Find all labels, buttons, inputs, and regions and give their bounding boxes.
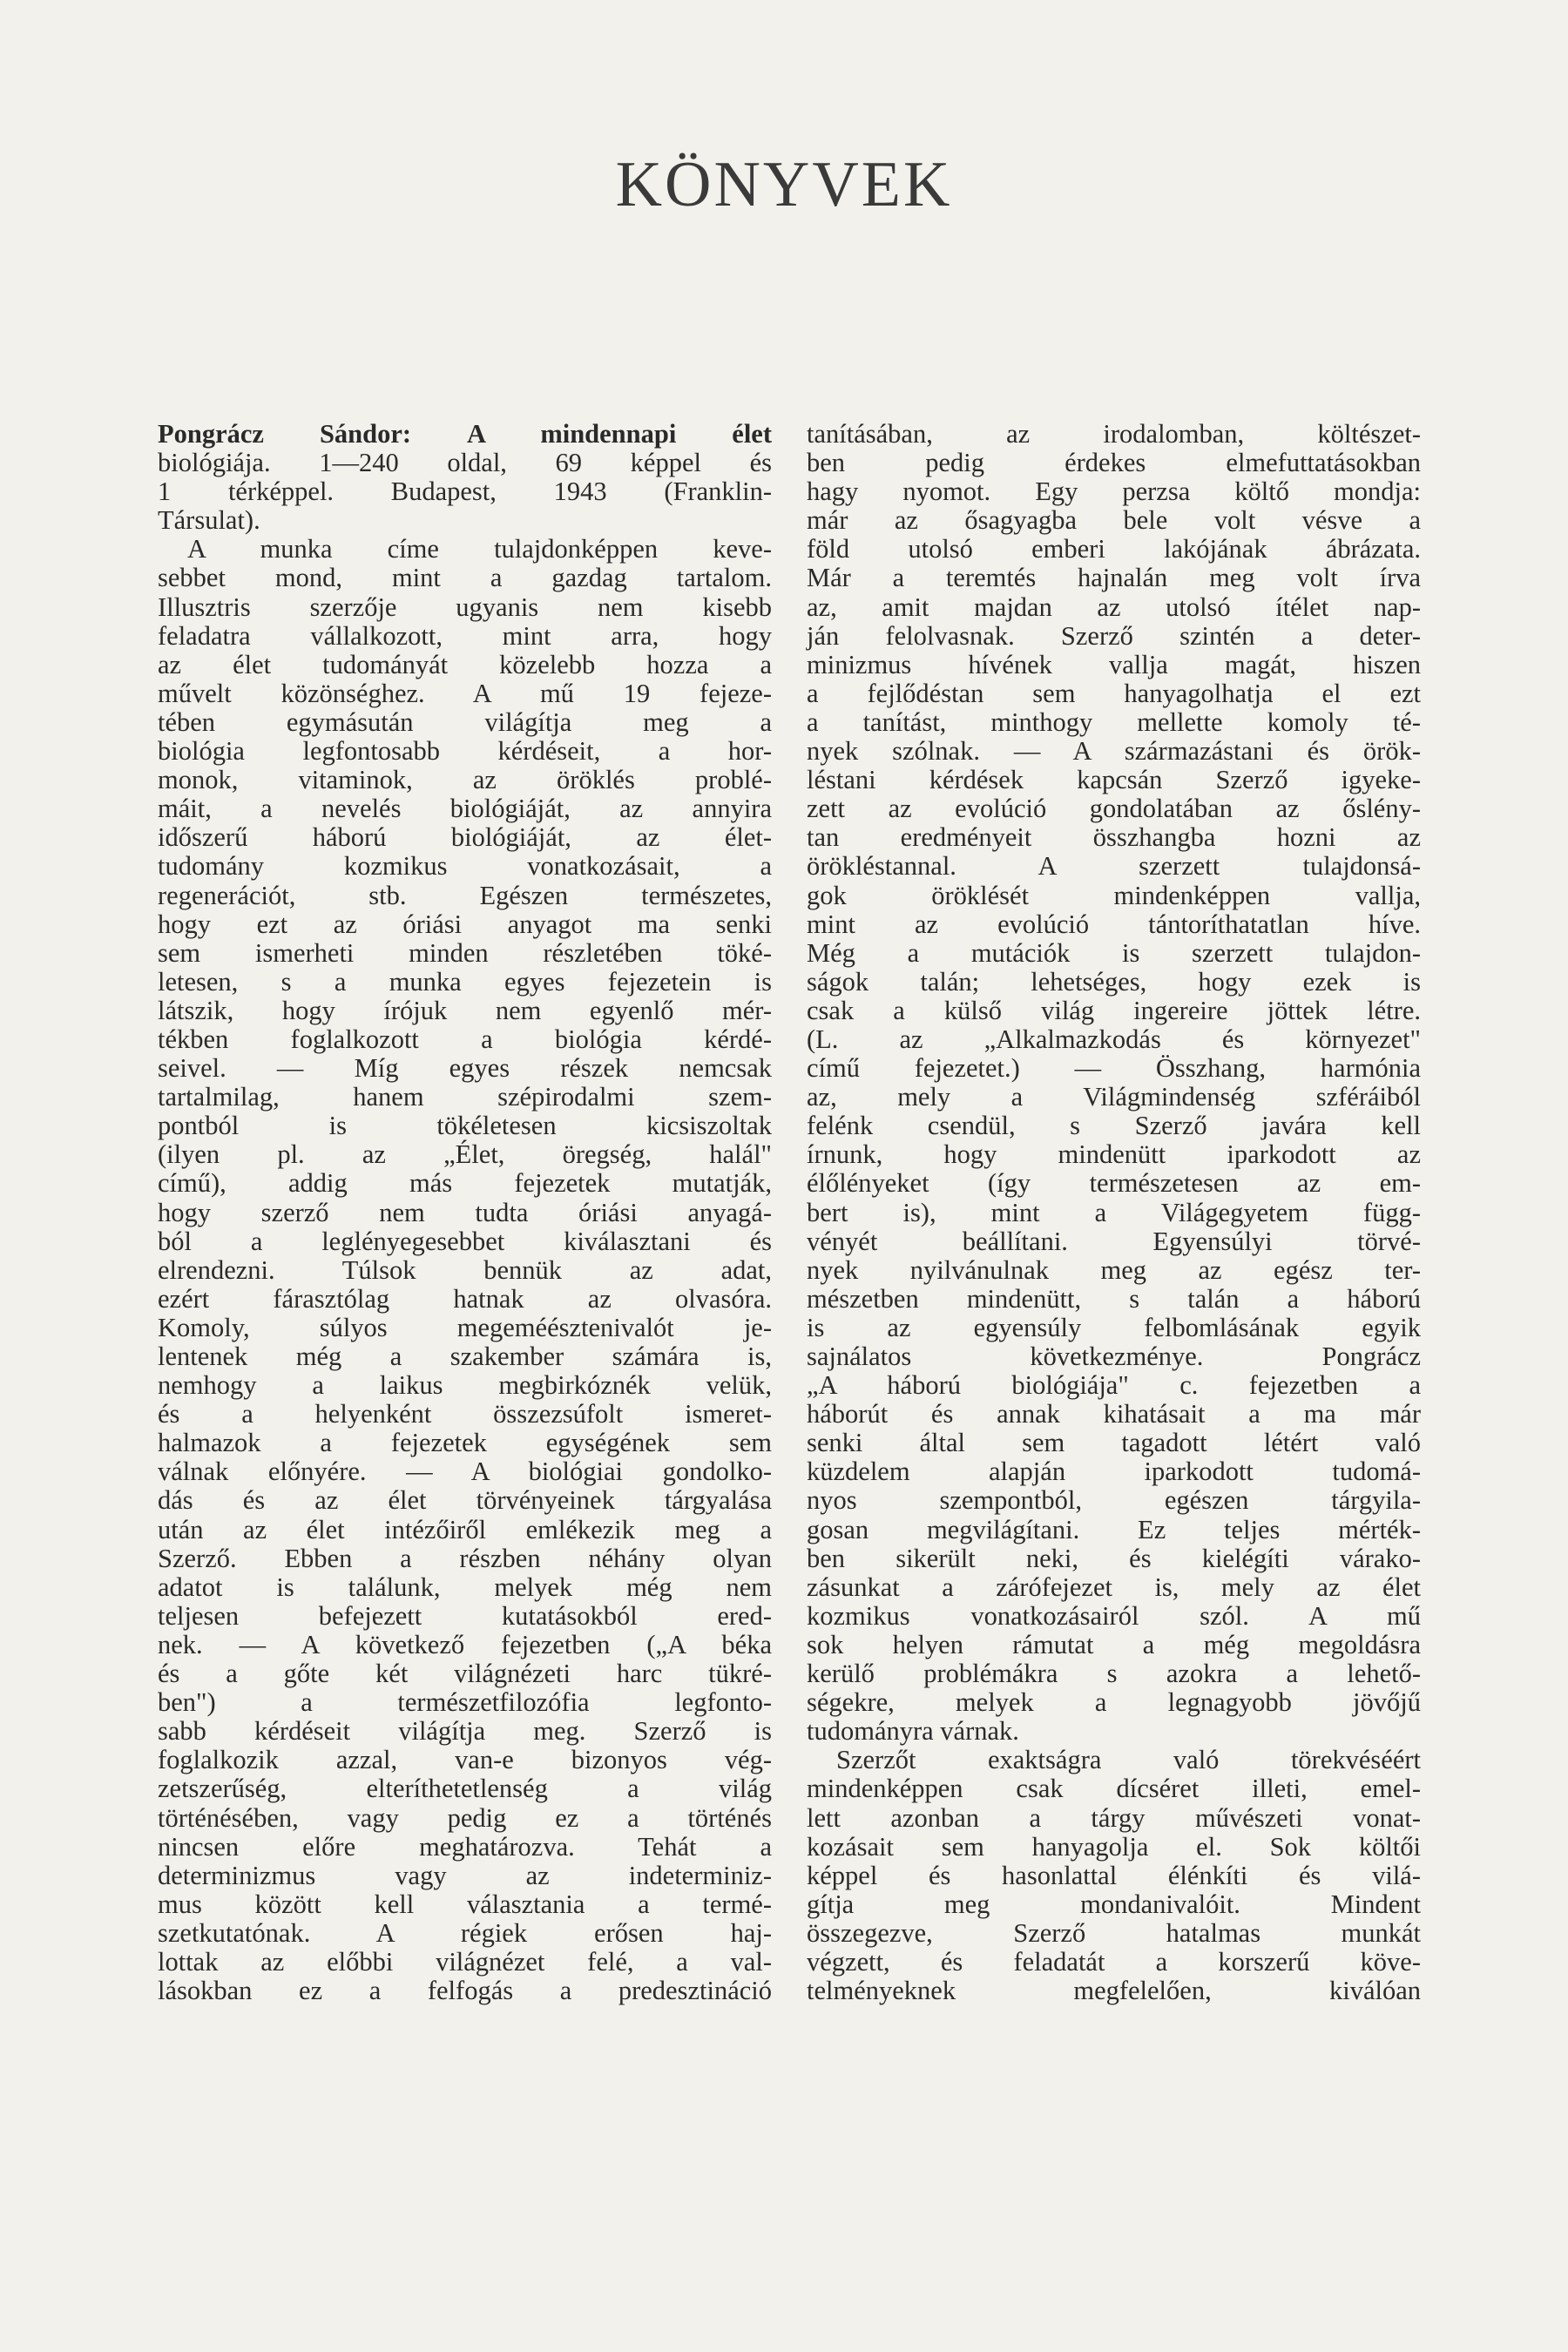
- review-heading-line: [158, 420, 772, 449]
- page-title: KÖNYVEK: [615, 149, 953, 220]
- text-line: gok öröklését mindenképpen vallja,: [807, 880, 1421, 910]
- text-line: bert is), mint a Világegyetem függ-: [807, 1197, 1421, 1227]
- text-line: örökléstannal. A szerzett tulajdonsá-: [807, 851, 1421, 882]
- text-line: foglalkozik azzal, van-e bizonyos vég-: [158, 1745, 772, 1775]
- text-line: feladatra vállalkozott, mint arra, hogy: [158, 620, 772, 651]
- text-line: hagy nyomot. Egy perzsa költő mondja:: [807, 476, 1421, 507]
- text-line: zetszerűség, elteríthetetlenség a világ: [158, 1774, 772, 1804]
- text-line: letesen, s a munka egyes fejezetein is: [158, 966, 772, 997]
- text-line: háborút és annak kihatásait a ma már: [807, 1399, 1421, 1429]
- text-line: regenerációt, stb. Egészen természetes,: [158, 880, 772, 910]
- text-line: tékben foglalkozott a biológia kérdé-: [158, 1024, 772, 1054]
- text-line: teljesen befejezett kutatásokból ered-: [158, 1600, 772, 1631]
- text-line: már az ősagyagba bele volt vésve a: [807, 505, 1421, 536]
- text-line: Komoly, súlyos megeméésztenivalót je-: [158, 1312, 772, 1342]
- text-line: biológiája. 1—240 oldal, 69 képpel és: [158, 448, 772, 478]
- text-line: sajnálatos következménye. Pongrácz: [807, 1342, 1421, 1371]
- text-line: sem ismerheti minden részletében töké-: [158, 937, 772, 968]
- text-line: az élet tudományát közelebb hozza a: [158, 649, 772, 679]
- text-line: ján felolvasnak. Szerző szintén a deter-: [807, 620, 1421, 651]
- text-line: tartalmilag, hanem szépirodalmi szem-: [158, 1082, 772, 1112]
- text-line: elrendezni. Túlsok bennük az adat,: [158, 1254, 772, 1285]
- text-line: tanításában, az irodalomban, költészet-: [807, 419, 1421, 449]
- text-line: a tanítást, minthogy mellette komoly té-: [807, 706, 1421, 737]
- text-line: máit, a nevelés biológiáját, az annyira: [158, 794, 772, 824]
- text-line: tan eredményeit összhangba hozni az: [807, 822, 1421, 853]
- text-line: nemhogy a laikus megbirkóznék velük,: [158, 1370, 772, 1401]
- text-line: nyek szólnak. — A származástani és örök-: [807, 736, 1421, 767]
- text-line: minizmus hívének vallja magát, hiszen: [807, 649, 1421, 679]
- text-line: sabb kérdéseit világítja meg. Szerző is: [158, 1716, 772, 1747]
- text-line: látszik, hogy írójuk nem egyenlő mér-: [158, 995, 772, 1025]
- text-line: zett az evolúció gondolatában az őslény-: [807, 794, 1421, 824]
- text-line: telményeknek megfelelően, kiválóan: [807, 1976, 1421, 2006]
- text-line: mészetben mindenütt, s talán a háború: [807, 1283, 1421, 1314]
- text-line: című fejezetet.) — Összhang, harmónia: [807, 1053, 1421, 1084]
- text-line: ben") a természetfilozófia legfonto-: [158, 1687, 772, 1718]
- text-line: tében egymásután világítja meg a: [158, 706, 772, 737]
- text-line: is az egyensúly felbomlásának egyik: [807, 1312, 1421, 1342]
- text-line: kerülő problémákra s azokra a lehető-: [807, 1659, 1421, 1689]
- text-line: A munka címe tulajdonképpen keve-: [187, 534, 772, 564]
- text-line: vényét beállítani. Egyensúlyi törvé-: [807, 1226, 1421, 1256]
- text-line: és a gőte két világnézeti harc tükré-: [158, 1659, 772, 1689]
- text-line: nyos szempontból, egészen tárgyila-: [807, 1485, 1421, 1516]
- text-line: lentenek még a szakember számára is,: [158, 1342, 772, 1371]
- text-line: (L. az „Alkalmazkodás és környezet": [807, 1024, 1421, 1054]
- text-line: seivel. — Míg egyes részek nemcsak: [158, 1053, 772, 1084]
- text-line: mindenképpen csak dícséret illeti, emel-: [807, 1774, 1421, 1804]
- review-book-title: A mindennapi élet: [467, 419, 772, 449]
- text-line: szetkutatónak. A régiek erősen haj-: [158, 1917, 772, 1948]
- review-author: Pongrácz Sándor:: [158, 419, 412, 449]
- text-line: halmazok a fejezetek egységének sem: [158, 1428, 772, 1458]
- text-line: (ilyen pl. az „Élet, öregség, halál": [158, 1139, 772, 1170]
- text-line: összegezve, Szerző hatalmas munkát: [807, 1917, 1421, 1948]
- text-line: nek. — A következő fejezetben („A béka: [158, 1629, 772, 1659]
- text-line: biológia legfontosabb kérdéseit, a hor-: [158, 736, 772, 767]
- text-line: ben sikerült neki, és kielégíti várako-: [807, 1543, 1421, 1573]
- text-line: gítja meg mondanivalóit. Mindent: [807, 1889, 1421, 1919]
- text-line: ságok talán; lehetséges, hogy ezek is: [807, 966, 1421, 997]
- text-line: válnak előnyére. — A biológiai gondolko-: [158, 1456, 772, 1487]
- text-line: monok, vitaminok, az öröklés problé-: [158, 765, 772, 795]
- text-line: lottak az előbbi világnézet felé, a val-: [158, 1946, 772, 1977]
- text-line: pontból is tökéletesen kicsiszoltak: [158, 1111, 772, 1141]
- left-column: [158, 420, 772, 2005]
- text-line: kozásait sem hanyagolja el. Sok költői: [807, 1831, 1421, 1862]
- text-line: ezért fárasztólag hatnak az olvasóra.: [158, 1283, 772, 1314]
- text-line: hogy szerző nem tudta óriási anyagá-: [158, 1197, 772, 1227]
- text-line: lett azonban a tárgy művészeti vonat-: [807, 1802, 1421, 1833]
- text-line: csak a külső világ ingereire jöttek létre.: [807, 995, 1421, 1025]
- text-line: után az élet intézőiről emlékezik meg a: [158, 1514, 772, 1544]
- text-line: dás és az élet törvényeinek tárgyalása: [158, 1485, 772, 1516]
- text-line: gosan megvilágítani. Ez teljes mérték-: [807, 1514, 1421, 1544]
- text-line: művelt közönséghez. A mű 19 fejeze-: [158, 678, 772, 708]
- text-line: Már a teremtés hajnalán meg volt írva: [807, 563, 1421, 593]
- right-column: [807, 420, 1421, 2005]
- text-line: mint az evolúció tántoríthatatlan híve.: [807, 909, 1421, 939]
- text-line: nincsen előre meghatározva. Tehát a: [158, 1831, 772, 1862]
- text-line: léstani kérdések kapcsán Szerző igyeke-: [807, 765, 1421, 795]
- text-line: nyek nyilvánulnak meg az egész ter-: [807, 1254, 1421, 1285]
- text-line: képpel és hasonlattal élénkíti és vilá-: [807, 1860, 1421, 1890]
- text-line: kozmikus vonatkozásairól szól. A mű: [807, 1600, 1421, 1631]
- text-line: Illusztris szerzője ugyanis nem kisebb: [158, 591, 772, 622]
- text-line: ból a leglényegesebbet kiválasztani és: [158, 1226, 772, 1256]
- text-line: Társulat).: [158, 505, 260, 536]
- text-line: és a helyenként összezsúfolt ismeret-: [158, 1399, 772, 1429]
- text-line: élőlényeket (így természetesen az em-: [807, 1168, 1421, 1199]
- text-line: 1 térképpel. Budapest, 1943 (Franklin-: [158, 476, 772, 507]
- text-line: hogy ezt az óriási anyagot ma senki: [158, 909, 772, 939]
- text-line: zásunkat a zárófejezet is, mely az élet: [807, 1571, 1421, 1602]
- text-line: történésében, vagy pedig ez a történés: [158, 1802, 772, 1833]
- text-line: senki által sem tagadott létért való: [807, 1428, 1421, 1458]
- text-line: ben pedig érdekes elmefuttatásokban: [807, 448, 1421, 478]
- text-line: az, amit majdan az utolsó ítélet nap-: [807, 591, 1421, 622]
- text-line: című), addig más fejezetek mutatják,: [158, 1168, 772, 1199]
- text-line: adatot is találunk, melyek még nem: [158, 1571, 772, 1602]
- text-line: sok helyen rámutat a még megoldásra: [807, 1629, 1421, 1659]
- text-line: időszerű háború biológiáját, az élet-: [158, 822, 772, 853]
- text-line: föld utolsó emberi lakójának ábrázata.: [807, 534, 1421, 564]
- text-line: Szerzőt exaktságra való törekvéséért: [836, 1745, 1421, 1775]
- text-line: lásokban ez a felfogás a predesztináció: [158, 1976, 772, 2006]
- text-line: mus között kell választania a termé-: [158, 1889, 772, 1919]
- text-line: írnunk, hogy mindenütt iparkodott az: [807, 1139, 1421, 1170]
- text-line: Szerző. Ebben a részben néhány olyan: [158, 1543, 772, 1573]
- text-line: végzett, és feladatát a korszerű köve-: [807, 1946, 1421, 1977]
- text-line: tudomány kozmikus vonatkozásait, a: [158, 851, 772, 882]
- text-line: „A háború biológiája" c. fejezetben a: [807, 1370, 1421, 1401]
- text-line: tudományra várnak.: [807, 1716, 1019, 1747]
- text-line: sebbet mond, mint a gazdag tartalom.: [158, 563, 772, 593]
- text-line: az, mely a Világmindenség szféráiból: [807, 1082, 1421, 1112]
- text-line: a fejlődéstan sem hanyagolhatja el ezt: [807, 678, 1421, 708]
- text-line: ségekre, melyek a legnagyobb jövőjű: [807, 1687, 1421, 1718]
- text-line: determinizmus vagy az indeterminiz-: [158, 1860, 772, 1890]
- text-line: küzdelem alapján iparkodott tudomá-: [807, 1456, 1421, 1487]
- text-line: Még a mutációk is szerzett tulajdon-: [807, 937, 1421, 968]
- text-line: felénk csendül, s Szerző javára kell: [807, 1111, 1421, 1141]
